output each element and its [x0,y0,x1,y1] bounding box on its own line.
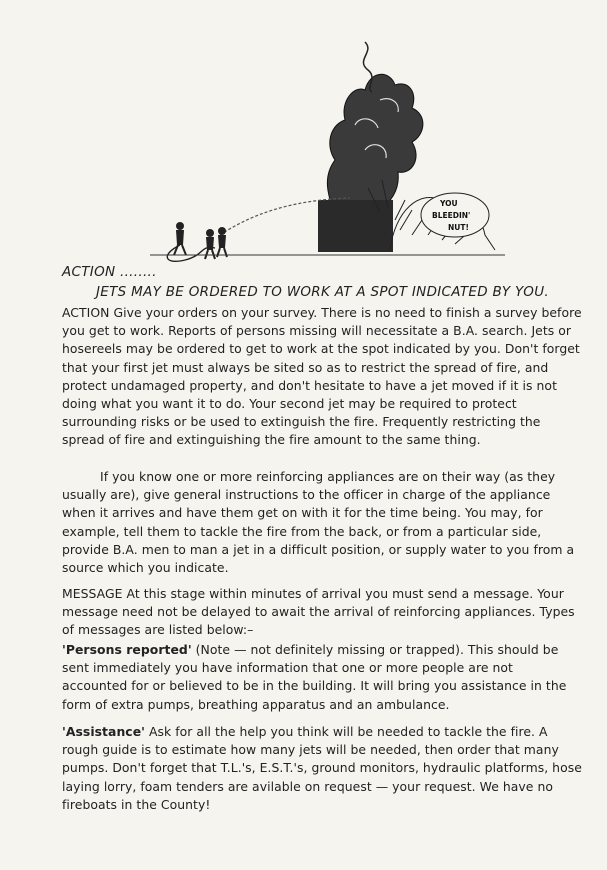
paragraph-persons-reported [62,641,582,714]
burning-building-icon [318,200,393,252]
speech-bubble-line3: NUT! [448,223,469,232]
assistance-text: Ask for all the help you think will be needed to tackle the fire. A rough guide is to estimate how many jets will be needed, then order that many pumps. Don't forget that T.L.'s, E.S.T.'s, ground monitors, hydraulic platforms, hose laying lorry, foam tenders are avilable on request — your request. We have no fireboats in the County! [62,724,582,812]
persons-reported-text: (Note — not definitely missing or trapped). This should be sent immediately you have information that one or more people are not accounted for or believed to be in the building. It will bring you assistance in the form of extra pumps, breathing apparatus and an ambulance. [62,642,567,712]
firefighters-icon [174,222,227,259]
paragraph-message [62,585,582,640]
speech-bubble [421,193,489,237]
action-heading: ACTION ........ [62,264,157,280]
jets-heading: JETS MAY BE ORDERED TO WORK AT A SPOT INDICATED BY YOU. [96,284,549,300]
paragraph-action [62,304,582,450]
speech-bubble-line2: BLEEDIN' [432,211,471,220]
paragraph-message-text: MESSAGE At this stage within minutes of arrival you must send a message. Your message need not be delayed to await the arrival of reinforcing appliances. Types of messages are listed below:– [62,586,575,638]
paragraph-action-text: ACTION Give your orders on your survey. There is no need to finish a survey before you get to work. Reports of persons missing will necessitate a B.A. search. Jets or hosereels may be ordered to get to work at the spot indicated by you. Don't forget that your first jet must always be sited so as to restrict the spread of fire, and protect undamaged property, and don't hesitate to have a jet moved if it is not doing what you want it to do. Your second jet may be required to protect surrounding risks or be used to extinguish the fire. Frequently restricting the spread of fire and extinguishing the fire amount to the same thing. [62,305,582,448]
firefighting-cartoon-illustration [150,30,520,265]
speech-bubble-line1: YOU [440,199,458,208]
paragraph-reinforcing-text: If you know one or more reinforcing appliances are on their way (as they usually are), give general instructions to the officer in charge of the appliance when it arrives and have them get on with it for the time being. You may, for example, tell them to tackle the fire from the back, or from a particular side, provide B.A. men to man a jet in a difficult position, or supply water to you from a source which you indicate. [62,469,575,576]
paragraph-reinforcing [62,468,582,577]
paragraph-assistance [62,723,582,814]
assistance-label: 'Assistance' [62,724,146,739]
persons-reported-label: 'Persons reported' [62,642,192,657]
